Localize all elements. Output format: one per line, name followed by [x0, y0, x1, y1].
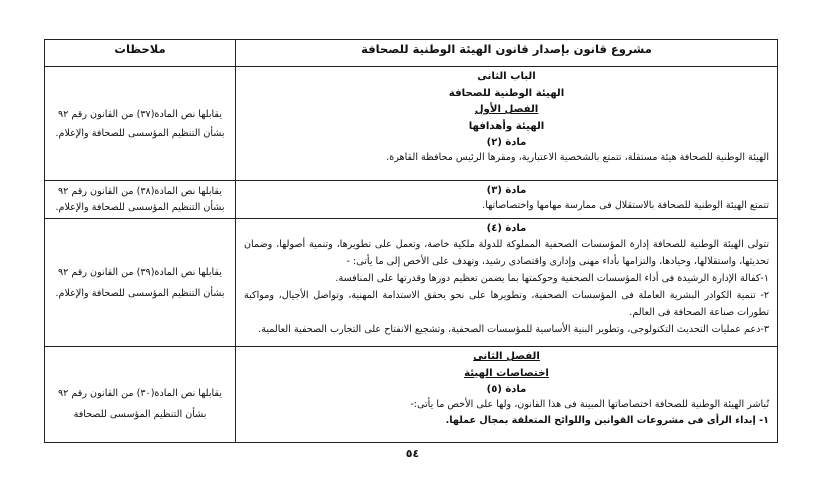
main-cell — [236, 219, 778, 347]
part-heading: الفصل الثانى — [473, 351, 540, 362]
authority-heading: الهيئة الوطنية للصحافة — [448, 87, 565, 99]
list-item: ٣-دعم عمليات التحديث التكنولوجى، وتطوير البنية الأساسية للمؤسسات الصحفية، وتشجيع الانفتاح على التجارب الصحفية العالمية. — [258, 324, 769, 335]
list-item: ٢- تنمية الكوادر البشرية العاملة فى المؤسسات الصحفية، وتطويرها على نحو يحقق الاستدامة المهنية، وتواصل الأجيال، ومواكبة تطورات صناعة الصحافة فى العالم. — [244, 290, 769, 318]
subtitle-heading: الهيئة وأهدافها — [468, 120, 545, 132]
note-cell: يقابلها نص المادة(٣٨) من القانون رقم ٩٢ بشأن التنظيم المؤسسى للصحافة والإعلام. — [45, 181, 236, 219]
article-intro: تُباشر الهيئة الوطنية للصحافة اختصاصاتها المبينة فى هذا القانون، ولها على الأخص ما يأتى:- — [410, 399, 769, 410]
table-row — [45, 67, 778, 181]
list-item: ١- إبداء الرأى فى مشروعات القوانين واللوائح المتعلقة بمجال عملها. — [445, 414, 769, 426]
chapter-heading: الباب الثانى — [477, 71, 536, 82]
article-text: تتمتع الهيئة الوطنية للصحافة بالاستقلال فى ممارسة مهامها واختصاصاتها. — [482, 200, 769, 211]
note-cell: يقابلها نص المادة(٣٩) من القانون رقم ٩٢ بشأن التنظيم المؤسسى للصحافة والإعلام. — [45, 219, 236, 347]
article-text: الهيئة الوطنية للصحافة هيئة مستقلة، تتمتع بالشخصية الاعتبارية، ومقرها الرئيس محافظة القاهرة. — [386, 152, 769, 163]
table-row — [45, 347, 778, 443]
main-cell — [236, 67, 778, 181]
table-header-row — [45, 40, 778, 67]
note-cell: يقابلها نص المادة(٣٠) من القانون رقم ٩٢ بشأن التنظيم المؤسسى للصحافة — [45, 347, 236, 443]
article-title: مادة (٣) — [486, 185, 527, 196]
main-cell — [236, 347, 778, 443]
subtitle-heading: اختصاصات الهيئة — [464, 367, 549, 379]
list-item: ١-كفالة الإدارة الرشيدة فى أداء المؤسسات الصحفية وحوكمتها بما يضمن تعظيم دورها وقدرتها على المنافسة. — [335, 273, 769, 284]
main-cell — [236, 181, 778, 219]
page-number: ٥٤ — [405, 447, 420, 460]
note-cell: يقابلها نص المادة(٣٧) من القانون رقم ٩٢ بشأن التنظيم المؤسسى للصحافة والإعلام. — [45, 67, 236, 181]
comparison-table — [44, 39, 778, 443]
notes-column-header: ملاحظات — [45, 40, 236, 67]
article-title: مادة (٢) — [486, 137, 527, 148]
main-column-header: مشروع قانون بإصدار قانون الهيئة الوطنية للصحافة — [236, 40, 778, 67]
article-title: مادة (٥) — [486, 384, 527, 395]
table-row — [45, 181, 778, 219]
table-row — [45, 219, 778, 347]
article-title: مادة (٤) — [486, 223, 527, 234]
part-heading: الفصل الأول — [474, 104, 539, 115]
article-intro: تتولى الهيئة الوطنية للصحافة إدارة المؤسسات الصحفية المملوكة للدولة ملكية خاصة، وتعمل على تطويرها، وتنمية أصولها، وضمان تحديثها، واستقلالها، وحيادها، والتزامها بأداء مهنى وإدارى واقتصادى رشيد، وتهدف على الأخص إلى ما يأتى: - — [244, 239, 769, 267]
